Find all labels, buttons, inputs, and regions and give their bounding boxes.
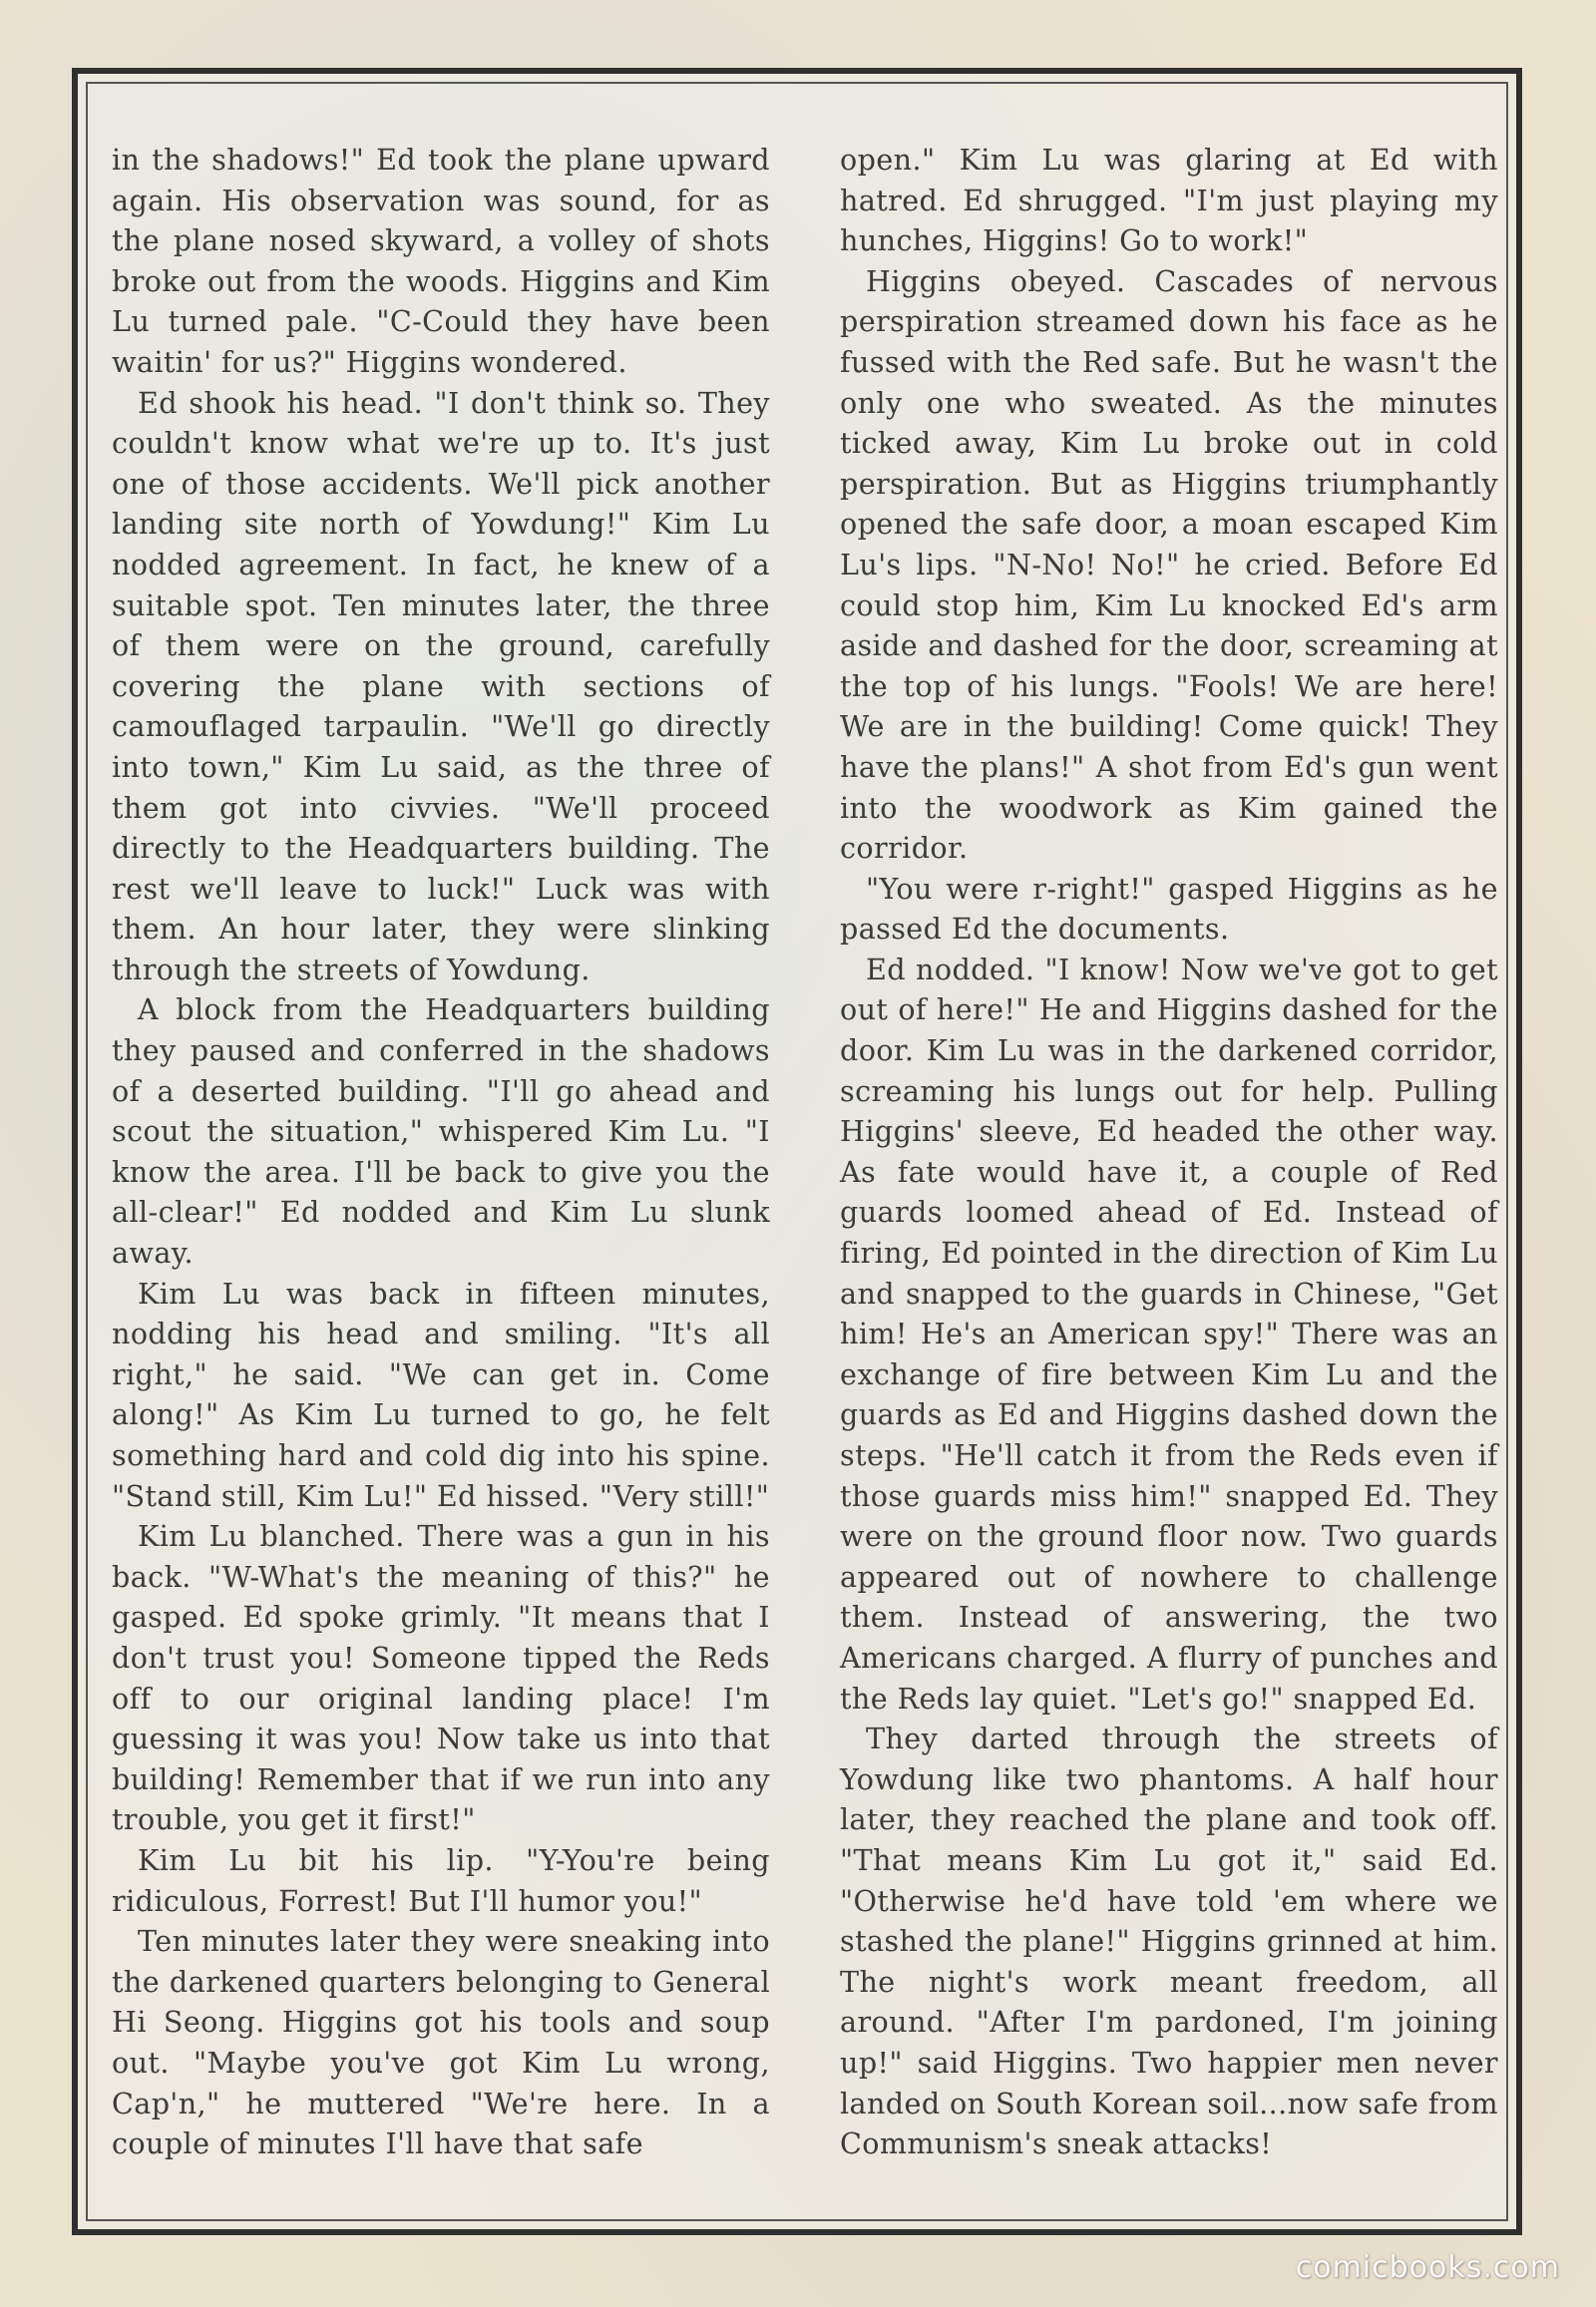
story-paragraph: Ten minutes later they were sneaking into the darkened quarters belonging to General Hi Seong. Higgins got his tools and soup out. "Maybe you've got Kim Lu wrong, Cap'n," he muttered "We're here. In a couple of minutes I'll have that safe xyxy=(112,1924,770,2161)
story-paragraph: Kim Lu bit his lip. "Y-You're being ridiculous, Forrest! But I'll humor you!" xyxy=(112,1842,770,1918)
story-paragraph: Kim Lu blanched. There was a gun in his back. "W-What's the meaning of this?" he gasped. Ed spoke grimly. "It means that I don't trust you! Someone tipped the Reds off to our original landing place! I'm guessing it was you! Now take us into that building! Remember that if we run into any trouble, you get it first!" xyxy=(112,1519,770,1837)
site-watermark: comicbooks.com xyxy=(1295,2250,1560,2285)
story-paragraph: A block from the Headquarters building they paused and conferred in the shadows of a deserted building. "I'll go ahead and scout the situation," whispered Kim Lu. "I know the area. I'll be back to give you the all-clear!" Ed nodded and Kim Lu slunk away. xyxy=(112,992,770,1271)
story-paragraph: Ed shook his head. "I don't think so. They couldn't know what we're up to. It's just one of those accidents. We'll pick another landing site north of Yowdung!" Kim Lu nodded agreement. In fact, he knew of a suitable spot. Ten minutes later, the three of them were on the ground, carefully covering the plane with sections of camouflaged tarpaulin. "We'll go directly into town," Kim Lu said, as the three of them got into civvies. "We'll proceed directly to the Headquarters building. The rest we'll leave to luck!" Luck was with them. An hour later, they were slinking through the streets of Yowdung. xyxy=(112,385,770,986)
story-paragraph: open." Kim Lu was glaring at Ed with hatred. Ed shrugged. "I'm just playing my hunches, Higgins! Go to work!" xyxy=(840,143,1498,258)
story-paragraph: Kim Lu was back in fifteen minutes, nodding his head and smiling. "It's all right," he said. "We can get in. Come along!" As Kim Lu turned to go, he felt something hard and cold dig into his spine. "Stand still, Kim Lu!" Ed hissed. "Very still!" xyxy=(112,1276,770,1513)
left-text-column xyxy=(112,140,770,2164)
right-text-column xyxy=(840,140,1498,2164)
story-paragraph: "You were r-right!" gasped Higgins as he passed Ed the documents. xyxy=(840,871,1498,947)
story-paragraph: in the shadows!" Ed took the plane upward again. His observation was sound, for as the plane nosed skyward, a volley of shots broke out from the woods. Higgins and Kim Lu turned pale. "C-Could they have been waitin' for us?" Higgins wondered. xyxy=(112,143,770,379)
story-paragraph: Ed nodded. "I know! Now we've got to get out of here!" He and Higgins dashed for the door. Kim Lu was in the darkened corridor, screaming his lungs out for help. Pulling Higgins' sleeve, Ed headed the other way. As fate would have it, a couple of Red guards loomed ahead of Ed. Instead of firing, Ed pointed in the direction of Kim Lu and snapped to the guards in Chinese, "Get him! He's an American spy!" There was an exchange of fire between Kim Lu and the guards as Ed and Higgins dashed down the steps. "He'll catch it from the Reds even if those guards miss him!" snapped Ed. They were on the ground floor now. Two guards appeared out of nowhere to challenge them. Instead of answering, the two Americans charged. A flurry of punches and the Reds lay quiet. "Let's go!" snapped Ed. xyxy=(840,952,1498,1716)
story-paragraph: They darted through the streets of Yowdung like two phantoms. A half hour later, they reached the plane and took off. "That means Kim Lu got it," said Ed. "Otherwise he'd have told 'em where we stashed the plane!" Higgins grinned at him. The night's work meant freedom, all around. "After I'm pardoned, I'm joining up!" said Higgins. Two happier men never landed on South Korean soil...now safe from Communism's sneak attacks! xyxy=(840,1722,1498,2161)
story-paragraph: Higgins obeyed. Cascades of nervous perspiration streamed down his face as he fussed with the Red safe. But he wasn't the only one who sweated. As the minutes ticked away, Kim Lu broke out in cold perspiration. But as Higgins triumphantly opened the safe door, a moan escaped Kim Lu's lips. "N-No! No!" he cried. Before Ed could stop him, Kim Lu knocked Ed's arm aside and dashed for the door, screaming at the top of his lungs. "Fools! We are here! We are in the building! Come quick! They have the plans!" A shot from Ed's gun went into the woodwork as Kim gained the corridor. xyxy=(840,263,1498,866)
